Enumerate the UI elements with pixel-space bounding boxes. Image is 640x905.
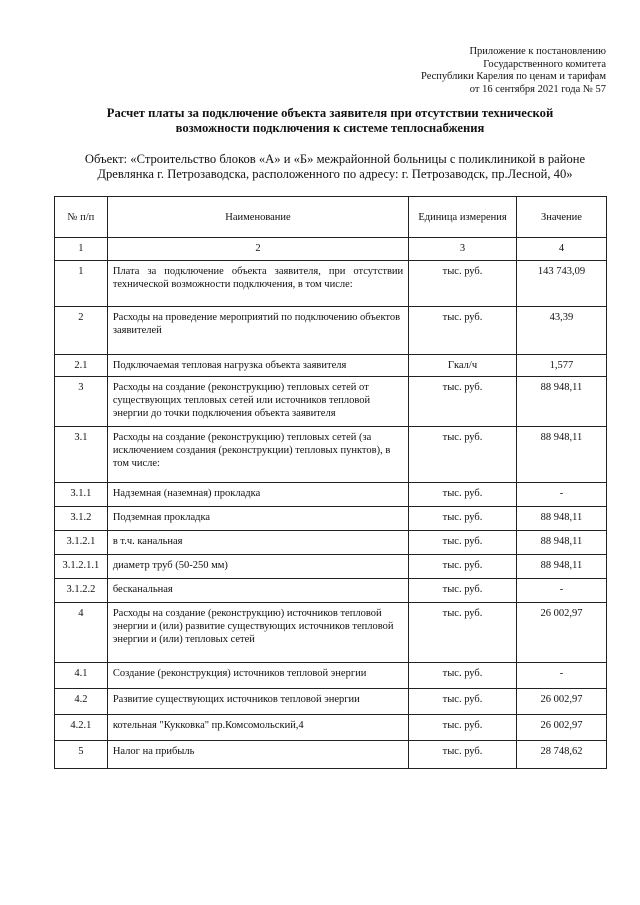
row-name: Подземная прокладка: [107, 507, 408, 531]
row-value: 1,577: [516, 355, 606, 377]
row-unit: тыс. руб.: [409, 507, 517, 531]
row-unit: тыс. руб.: [409, 555, 517, 579]
row-num: 2: [55, 307, 108, 355]
table-row: [55, 741, 607, 769]
header-name: Наименование: [107, 197, 408, 238]
table-row: [55, 663, 607, 689]
table-row: [55, 555, 607, 579]
row-num: 3.1.1: [55, 483, 108, 507]
row-value: 88 948,11: [516, 377, 606, 427]
row-unit: тыс. руб.: [409, 377, 517, 427]
row-name: Расходы на создание (реконструкцию) источников тепловой энергии и (или) развитие существующих источников тепловой энергии и (или) тепловых сетей: [107, 603, 408, 663]
row-value: 26 002,97: [516, 715, 606, 741]
row-value: 88 948,11: [516, 555, 606, 579]
approval-line: от 16 сентября 2021 года № 57: [469, 83, 606, 95]
row-value: 88 948,11: [516, 427, 606, 483]
index-row: [55, 238, 607, 261]
table-row: [55, 579, 607, 603]
row-num: 3.1.2: [55, 507, 108, 531]
table-row: [55, 483, 607, 507]
row-unit: тыс. руб.: [409, 307, 517, 355]
row-name: Плата за подключение объекта заявителя, при отсутствии технической возможности подключения, в том числе:: [107, 261, 408, 307]
row-name: котельная "Кукковка" пр.Комсомольский,4: [107, 715, 408, 741]
row-unit: тыс. руб.: [409, 579, 517, 603]
index-cell: 2: [107, 238, 408, 261]
row-num: 4.1: [55, 663, 108, 689]
table-row: [55, 261, 607, 307]
document-title: Расчет платы за подключение объекта заявителя при отсутствии технической возможности подключения к системе теплоснабжения: [106, 106, 554, 135]
index-cell: 4: [516, 238, 606, 261]
approval-line: Государственного комитета: [483, 58, 606, 70]
row-unit: тыс. руб.: [409, 715, 517, 741]
row-num: 1: [55, 261, 108, 307]
object-description: Объект: «Строительство блоков «А» и «Б» межрайонной больницы с поликлиникой в районе Древлянка г. Петрозаводска, расположенного по адресу: г. Петрозаводск, пр.Лесной, 40»: [84, 152, 586, 181]
row-unit: тыс. руб.: [409, 483, 517, 507]
approval-line: Республики Карелия по ценам и тарифам: [421, 71, 606, 83]
row-name: в т.ч. канальная: [107, 531, 408, 555]
index-cell: 3: [409, 238, 517, 261]
row-num: 4.2.1: [55, 715, 108, 741]
row-num: 5: [55, 741, 108, 769]
row-unit: Гкал/ч: [409, 355, 517, 377]
header-unit: Единица измерения: [409, 197, 517, 238]
row-num: 3.1: [55, 427, 108, 483]
table-row: [55, 507, 607, 531]
row-num: 3.1.2.1.1: [55, 555, 108, 579]
row-unit: тыс. руб.: [409, 603, 517, 663]
row-num: 3.1.2.1: [55, 531, 108, 555]
row-value: 88 948,11: [516, 531, 606, 555]
row-value: 43,39: [516, 307, 606, 355]
row-num: 4: [55, 603, 108, 663]
row-unit: тыс. руб.: [409, 261, 517, 307]
row-name: Создание (реконструкция) источников тепловой энергии: [107, 663, 408, 689]
row-value: -: [516, 663, 606, 689]
table-header-row: [55, 197, 607, 238]
row-name: Развитие существующих источников тепловой энергии: [107, 689, 408, 715]
approval-note: [346, 46, 606, 96]
row-num: 3: [55, 377, 108, 427]
table-row: [55, 531, 607, 555]
approval-line: Приложение к постановлению: [469, 46, 606, 57]
row-unit: тыс. руб.: [409, 427, 517, 483]
table-row: [55, 307, 607, 355]
row-name: Расходы на создание (реконструкцию) тепловых сетей от существующих тепловых сетей или источников тепловой энергии до точки подключения объекта заявителя: [107, 377, 408, 427]
row-unit: тыс. руб.: [409, 741, 517, 769]
row-value: 28 748,62: [516, 741, 606, 769]
row-value: 26 002,97: [516, 689, 606, 715]
row-num: 4.2: [55, 689, 108, 715]
row-unit: тыс. руб.: [409, 689, 517, 715]
row-value: 143 743,09: [516, 261, 606, 307]
table-row: [55, 689, 607, 715]
row-name: Расходы на проведение мероприятий по подключению объектов заявителей: [107, 307, 408, 355]
header-value: Значение: [516, 197, 606, 238]
row-name: Расходы на создание (реконструкцию) тепловых сетей (за исключением создания (реконструкции) тепловых пунктов), в том числе:: [107, 427, 408, 483]
row-value: -: [516, 579, 606, 603]
row-name: Подключаемая тепловая нагрузка объекта заявителя: [107, 355, 408, 377]
row-name: Надземная (наземная) прокладка: [107, 483, 408, 507]
row-unit: тыс. руб.: [409, 663, 517, 689]
row-value: -: [516, 483, 606, 507]
table-row: [55, 715, 607, 741]
table-row: [55, 603, 607, 663]
calculation-table: [54, 196, 607, 769]
row-name: Налог на прибыль: [107, 741, 408, 769]
row-name: бесканальная: [107, 579, 408, 603]
row-value: 26 002,97: [516, 603, 606, 663]
table-row: [55, 377, 607, 427]
table-row: [55, 427, 607, 483]
row-name: диаметр труб (50-250 мм): [107, 555, 408, 579]
row-unit: тыс. руб.: [409, 531, 517, 555]
row-num: 3.1.2.2: [55, 579, 108, 603]
row-num: 2.1: [55, 355, 108, 377]
index-cell: 1: [55, 238, 108, 261]
table-row: [55, 355, 607, 377]
row-value: 88 948,11: [516, 507, 606, 531]
header-num: № п/п: [55, 197, 108, 238]
